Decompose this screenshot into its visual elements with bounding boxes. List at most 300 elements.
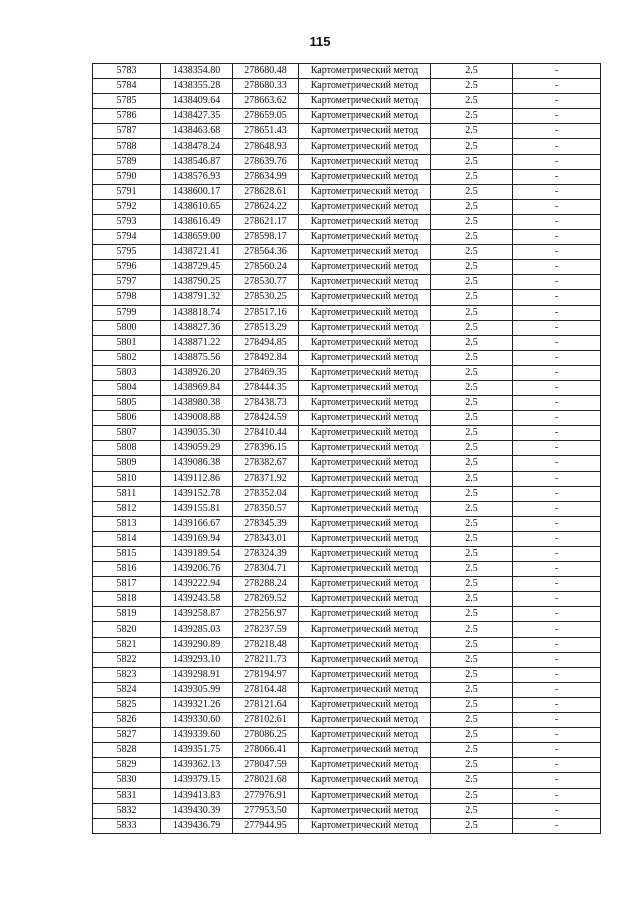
accuracy-cell: 2.5: [431, 788, 513, 803]
x-coordinate-cell: 1438427.35: [161, 109, 233, 124]
method-cell: Картометрический метод: [299, 547, 431, 562]
method-cell: Картометрический метод: [299, 230, 431, 245]
y-coordinate-cell: 278164.48: [233, 682, 299, 697]
point-number-cell: 5831: [93, 788, 161, 803]
point-number-cell: 5812: [93, 501, 161, 516]
accuracy-cell: 2.5: [431, 109, 513, 124]
y-coordinate-cell: 278256.97: [233, 607, 299, 622]
point-number-cell: 5788: [93, 139, 161, 154]
y-coordinate-cell: 278639.76: [233, 154, 299, 169]
method-cell: Картометрический метод: [299, 380, 431, 395]
table-row: [93, 516, 601, 531]
x-coordinate-cell: 1439258.87: [161, 607, 233, 622]
table-row: [93, 818, 601, 833]
x-coordinate-cell: 1438871.22: [161, 335, 233, 350]
note-cell: -: [513, 486, 601, 501]
method-cell: Картометрический метод: [299, 788, 431, 803]
accuracy-cell: 2.5: [431, 305, 513, 320]
accuracy-cell: 2.5: [431, 411, 513, 426]
point-number-cell: 5830: [93, 773, 161, 788]
method-cell: Картометрический метод: [299, 64, 431, 79]
table-row: [93, 199, 601, 214]
x-coordinate-cell: 1438546.87: [161, 154, 233, 169]
point-number-cell: 5819: [93, 607, 161, 622]
table-row: [93, 441, 601, 456]
table-row: [93, 305, 601, 320]
method-cell: Картометрический метод: [299, 350, 431, 365]
accuracy-cell: 2.5: [431, 396, 513, 411]
note-cell: -: [513, 728, 601, 743]
y-coordinate-cell: 278628.61: [233, 184, 299, 199]
note-cell: -: [513, 652, 601, 667]
accuracy-cell: 2.5: [431, 562, 513, 577]
note-cell: -: [513, 214, 601, 229]
x-coordinate-cell: 1439152.78: [161, 486, 233, 501]
accuracy-cell: 2.5: [431, 607, 513, 622]
table-row: [93, 486, 601, 501]
method-cell: Картометрический метод: [299, 471, 431, 486]
table-row: [93, 501, 601, 516]
x-coordinate-cell: 1439298.91: [161, 667, 233, 682]
note-cell: -: [513, 320, 601, 335]
point-number-cell: 5790: [93, 169, 161, 184]
method-cell: Картометрический метод: [299, 396, 431, 411]
point-number-cell: 5832: [93, 803, 161, 818]
accuracy-cell: 2.5: [431, 697, 513, 712]
method-cell: Картометрический метод: [299, 305, 431, 320]
y-coordinate-cell: 278424.59: [233, 411, 299, 426]
table-row: [93, 184, 601, 199]
x-coordinate-cell: 1438729.45: [161, 260, 233, 275]
point-number-cell: 5797: [93, 275, 161, 290]
point-number-cell: 5795: [93, 245, 161, 260]
table-row: [93, 743, 601, 758]
table-row: [93, 667, 601, 682]
x-coordinate-cell: 1439112.86: [161, 471, 233, 486]
y-coordinate-cell: 277944.95: [233, 818, 299, 833]
y-coordinate-cell: 278492.84: [233, 350, 299, 365]
table-row: [93, 139, 601, 154]
accuracy-cell: 2.5: [431, 199, 513, 214]
accuracy-cell: 2.5: [431, 818, 513, 833]
method-cell: Картометрический метод: [299, 94, 431, 109]
table-row: [93, 713, 601, 728]
point-number-cell: 5799: [93, 305, 161, 320]
table-row: [93, 562, 601, 577]
x-coordinate-cell: 1439321.26: [161, 697, 233, 712]
note-cell: -: [513, 411, 601, 426]
accuracy-cell: 2.5: [431, 184, 513, 199]
y-coordinate-cell: 278517.16: [233, 305, 299, 320]
method-cell: Картометрический метод: [299, 199, 431, 214]
method-cell: Картометрический метод: [299, 154, 431, 169]
x-coordinate-cell: 1439413.83: [161, 788, 233, 803]
note-cell: -: [513, 169, 601, 184]
x-coordinate-cell: 1438818.74: [161, 305, 233, 320]
x-coordinate-cell: 1439436.79: [161, 818, 233, 833]
point-number-cell: 5828: [93, 743, 161, 758]
y-coordinate-cell: 278021.68: [233, 773, 299, 788]
y-coordinate-cell: 278121.64: [233, 697, 299, 712]
x-coordinate-cell: 1438790.25: [161, 275, 233, 290]
accuracy-cell: 2.5: [431, 139, 513, 154]
y-coordinate-cell: 278494.85: [233, 335, 299, 350]
method-cell: Картометрический метод: [299, 652, 431, 667]
table-row: [93, 471, 601, 486]
y-coordinate-cell: 278350.57: [233, 501, 299, 516]
point-number-cell: 5825: [93, 697, 161, 712]
accuracy-cell: 2.5: [431, 637, 513, 652]
point-number-cell: 5793: [93, 214, 161, 229]
note-cell: -: [513, 441, 601, 456]
y-coordinate-cell: 278066.41: [233, 743, 299, 758]
point-number-cell: 5833: [93, 818, 161, 833]
point-number-cell: 5794: [93, 230, 161, 245]
x-coordinate-cell: 1438969.84: [161, 380, 233, 395]
note-cell: -: [513, 109, 601, 124]
note-cell: -: [513, 396, 601, 411]
method-cell: Картометрический метод: [299, 441, 431, 456]
table-row: [93, 592, 601, 607]
table-row: [93, 531, 601, 546]
y-coordinate-cell: 278396.15: [233, 441, 299, 456]
table-row: [93, 260, 601, 275]
table-row: [93, 275, 601, 290]
point-number-cell: 5802: [93, 350, 161, 365]
accuracy-cell: 2.5: [431, 426, 513, 441]
y-coordinate-cell: 278194.97: [233, 667, 299, 682]
x-coordinate-cell: 1439166.67: [161, 516, 233, 531]
x-coordinate-cell: 1438875.56: [161, 350, 233, 365]
x-coordinate-cell: 1439169.94: [161, 531, 233, 546]
point-number-cell: 5810: [93, 471, 161, 486]
x-coordinate-cell: 1439222.94: [161, 577, 233, 592]
x-coordinate-cell: 1439285.03: [161, 622, 233, 637]
note-cell: -: [513, 184, 601, 199]
table-row: [93, 728, 601, 743]
accuracy-cell: 2.5: [431, 94, 513, 109]
method-cell: Картометрический метод: [299, 758, 431, 773]
accuracy-cell: 2.5: [431, 335, 513, 350]
x-coordinate-cell: 1438354.80: [161, 64, 233, 79]
y-coordinate-cell: 278621.17: [233, 214, 299, 229]
x-coordinate-cell: 1438616.49: [161, 214, 233, 229]
note-cell: -: [513, 562, 601, 577]
accuracy-cell: 2.5: [431, 471, 513, 486]
y-coordinate-cell: 278624.22: [233, 199, 299, 214]
note-cell: -: [513, 230, 601, 245]
table-row: [93, 380, 601, 395]
point-number-cell: 5827: [93, 728, 161, 743]
note-cell: -: [513, 788, 601, 803]
table-row: [93, 94, 601, 109]
note-cell: -: [513, 713, 601, 728]
table-row: [93, 214, 601, 229]
point-number-cell: 5796: [93, 260, 161, 275]
accuracy-cell: 2.5: [431, 652, 513, 667]
note-cell: -: [513, 622, 601, 637]
method-cell: Картометрический метод: [299, 637, 431, 652]
accuracy-cell: 2.5: [431, 350, 513, 365]
page-number: 115: [309, 34, 331, 49]
accuracy-cell: 2.5: [431, 260, 513, 275]
point-number-cell: 5806: [93, 411, 161, 426]
accuracy-cell: 2.5: [431, 773, 513, 788]
method-cell: Картометрический метод: [299, 562, 431, 577]
note-cell: -: [513, 501, 601, 516]
table-row: [93, 365, 601, 380]
y-coordinate-cell: 278410.44: [233, 426, 299, 441]
note-cell: -: [513, 456, 601, 471]
x-coordinate-cell: 1438721.41: [161, 245, 233, 260]
method-cell: Картометрический метод: [299, 184, 431, 199]
point-number-cell: 5789: [93, 154, 161, 169]
accuracy-cell: 2.5: [431, 441, 513, 456]
method-cell: Картометрический метод: [299, 290, 431, 305]
accuracy-cell: 2.5: [431, 667, 513, 682]
accuracy-cell: 2.5: [431, 64, 513, 79]
point-number-cell: 5814: [93, 531, 161, 546]
y-coordinate-cell: 278324.39: [233, 547, 299, 562]
y-coordinate-cell: 278438.73: [233, 396, 299, 411]
table-row: [93, 79, 601, 94]
point-number-cell: 5813: [93, 516, 161, 531]
x-coordinate-cell: 1439305.99: [161, 682, 233, 697]
note-cell: -: [513, 64, 601, 79]
point-number-cell: 5811: [93, 486, 161, 501]
accuracy-cell: 2.5: [431, 380, 513, 395]
accuracy-cell: 2.5: [431, 230, 513, 245]
y-coordinate-cell: 278345.39: [233, 516, 299, 531]
note-cell: -: [513, 637, 601, 652]
note-cell: -: [513, 245, 601, 260]
accuracy-cell: 2.5: [431, 547, 513, 562]
point-number-cell: 5822: [93, 652, 161, 667]
x-coordinate-cell: 1439362.13: [161, 758, 233, 773]
table-row: [93, 682, 601, 697]
x-coordinate-cell: 1439243.58: [161, 592, 233, 607]
y-coordinate-cell: 278564.36: [233, 245, 299, 260]
method-cell: Картометрический метод: [299, 803, 431, 818]
method-cell: Картометрический метод: [299, 486, 431, 501]
method-cell: Картометрический метод: [299, 456, 431, 471]
point-number-cell: 5817: [93, 577, 161, 592]
point-number-cell: 5786: [93, 109, 161, 124]
note-cell: -: [513, 94, 601, 109]
y-coordinate-cell: 278680.33: [233, 79, 299, 94]
y-coordinate-cell: 278211.73: [233, 652, 299, 667]
accuracy-cell: 2.5: [431, 758, 513, 773]
point-number-cell: 5792: [93, 199, 161, 214]
y-coordinate-cell: 278343.01: [233, 531, 299, 546]
y-coordinate-cell: 278659.05: [233, 109, 299, 124]
x-coordinate-cell: 1439379.15: [161, 773, 233, 788]
accuracy-cell: 2.5: [431, 486, 513, 501]
table-row: [93, 396, 601, 411]
point-number-cell: 5787: [93, 124, 161, 139]
method-cell: Картометрический метод: [299, 773, 431, 788]
note-cell: -: [513, 682, 601, 697]
point-number-cell: 5818: [93, 592, 161, 607]
y-coordinate-cell: 278086.25: [233, 728, 299, 743]
note-cell: -: [513, 607, 601, 622]
note-cell: -: [513, 818, 601, 833]
y-coordinate-cell: 278218.48: [233, 637, 299, 652]
note-cell: -: [513, 803, 601, 818]
y-coordinate-cell: 278634.99: [233, 169, 299, 184]
method-cell: Картометрический метод: [299, 411, 431, 426]
point-number-cell: 5821: [93, 637, 161, 652]
x-coordinate-cell: 1439330.60: [161, 713, 233, 728]
note-cell: -: [513, 380, 601, 395]
x-coordinate-cell: 1438355.28: [161, 79, 233, 94]
method-cell: Картометрический метод: [299, 260, 431, 275]
note-cell: -: [513, 139, 601, 154]
x-coordinate-cell: 1438926.20: [161, 365, 233, 380]
table-row: [93, 426, 601, 441]
y-coordinate-cell: 278304.71: [233, 562, 299, 577]
y-coordinate-cell: 277953.50: [233, 803, 299, 818]
table-row: [93, 169, 601, 184]
method-cell: Картометрический метод: [299, 109, 431, 124]
accuracy-cell: 2.5: [431, 803, 513, 818]
table-row: [93, 350, 601, 365]
point-number-cell: 5823: [93, 667, 161, 682]
x-coordinate-cell: 1439008.88: [161, 411, 233, 426]
point-number-cell: 5783: [93, 64, 161, 79]
note-cell: -: [513, 547, 601, 562]
table-row: [93, 652, 601, 667]
accuracy-cell: 2.5: [431, 320, 513, 335]
accuracy-cell: 2.5: [431, 743, 513, 758]
x-coordinate-cell: 1439189.54: [161, 547, 233, 562]
point-number-cell: 5805: [93, 396, 161, 411]
accuracy-cell: 2.5: [431, 79, 513, 94]
accuracy-cell: 2.5: [431, 124, 513, 139]
note-cell: -: [513, 426, 601, 441]
table-row: [93, 637, 601, 652]
y-coordinate-cell: 278598.17: [233, 230, 299, 245]
note-cell: -: [513, 743, 601, 758]
method-cell: Картометрический метод: [299, 697, 431, 712]
y-coordinate-cell: 278663.62: [233, 94, 299, 109]
point-number-cell: 5824: [93, 682, 161, 697]
point-number-cell: 5785: [93, 94, 161, 109]
point-number-cell: 5815: [93, 547, 161, 562]
accuracy-cell: 2.5: [431, 290, 513, 305]
accuracy-cell: 2.5: [431, 531, 513, 546]
point-number-cell: 5791: [93, 184, 161, 199]
point-number-cell: 5820: [93, 622, 161, 637]
y-coordinate-cell: 278047.59: [233, 758, 299, 773]
method-cell: Картометрический метод: [299, 743, 431, 758]
point-number-cell: 5826: [93, 713, 161, 728]
x-coordinate-cell: 1439351.75: [161, 743, 233, 758]
table-row: [93, 335, 601, 350]
method-cell: Картометрический метод: [299, 577, 431, 592]
y-coordinate-cell: 278237.59: [233, 622, 299, 637]
method-cell: Картометрический метод: [299, 169, 431, 184]
method-cell: Картометрический метод: [299, 592, 431, 607]
point-number-cell: 5807: [93, 426, 161, 441]
method-cell: Картометрический метод: [299, 275, 431, 290]
point-number-cell: 5829: [93, 758, 161, 773]
accuracy-cell: 2.5: [431, 214, 513, 229]
note-cell: -: [513, 577, 601, 592]
method-cell: Картометрический метод: [299, 682, 431, 697]
table-row: [93, 124, 601, 139]
y-coordinate-cell: 278469.35: [233, 365, 299, 380]
x-coordinate-cell: 1438478.24: [161, 139, 233, 154]
note-cell: -: [513, 773, 601, 788]
accuracy-cell: 2.5: [431, 713, 513, 728]
point-number-cell: 5804: [93, 380, 161, 395]
note-cell: -: [513, 531, 601, 546]
y-coordinate-cell: 278444.35: [233, 380, 299, 395]
method-cell: Картометрический метод: [299, 607, 431, 622]
x-coordinate-cell: 1439086.38: [161, 456, 233, 471]
method-cell: Картометрический метод: [299, 365, 431, 380]
method-cell: Картометрический метод: [299, 124, 431, 139]
accuracy-cell: 2.5: [431, 275, 513, 290]
accuracy-cell: 2.5: [431, 516, 513, 531]
y-coordinate-cell: 278651.43: [233, 124, 299, 139]
note-cell: -: [513, 592, 601, 607]
x-coordinate-cell: 1438827.36: [161, 320, 233, 335]
method-cell: Картометрический метод: [299, 531, 431, 546]
y-coordinate-cell: 278513.29: [233, 320, 299, 335]
y-coordinate-cell: 277976.91: [233, 788, 299, 803]
point-number-cell: 5798: [93, 290, 161, 305]
x-coordinate-cell: 1438576.93: [161, 169, 233, 184]
accuracy-cell: 2.5: [431, 682, 513, 697]
accuracy-cell: 2.5: [431, 577, 513, 592]
y-coordinate-cell: 278269.52: [233, 592, 299, 607]
note-cell: -: [513, 199, 601, 214]
table-row: [93, 622, 601, 637]
coordinates-table: [92, 63, 601, 834]
method-cell: Картометрический метод: [299, 335, 431, 350]
x-coordinate-cell: 1438791.32: [161, 290, 233, 305]
accuracy-cell: 2.5: [431, 728, 513, 743]
x-coordinate-cell: 1438600.17: [161, 184, 233, 199]
x-coordinate-cell: 1439290.89: [161, 637, 233, 652]
y-coordinate-cell: 278102.61: [233, 713, 299, 728]
table-row: [93, 290, 601, 305]
note-cell: -: [513, 667, 601, 682]
table-row: [93, 320, 601, 335]
y-coordinate-cell: 278382.67: [233, 456, 299, 471]
x-coordinate-cell: 1439206.76: [161, 562, 233, 577]
accuracy-cell: 2.5: [431, 501, 513, 516]
point-number-cell: 5816: [93, 562, 161, 577]
method-cell: Картометрический метод: [299, 139, 431, 154]
accuracy-cell: 2.5: [431, 622, 513, 637]
method-cell: Картометрический метод: [299, 79, 431, 94]
accuracy-cell: 2.5: [431, 245, 513, 260]
method-cell: Картометрический метод: [299, 320, 431, 335]
table-row: [93, 547, 601, 562]
y-coordinate-cell: 278288.24: [233, 577, 299, 592]
table-row: [93, 109, 601, 124]
accuracy-cell: 2.5: [431, 456, 513, 471]
point-number-cell: 5809: [93, 456, 161, 471]
note-cell: -: [513, 697, 601, 712]
note-cell: -: [513, 335, 601, 350]
point-number-cell: 5784: [93, 79, 161, 94]
accuracy-cell: 2.5: [431, 592, 513, 607]
note-cell: -: [513, 275, 601, 290]
